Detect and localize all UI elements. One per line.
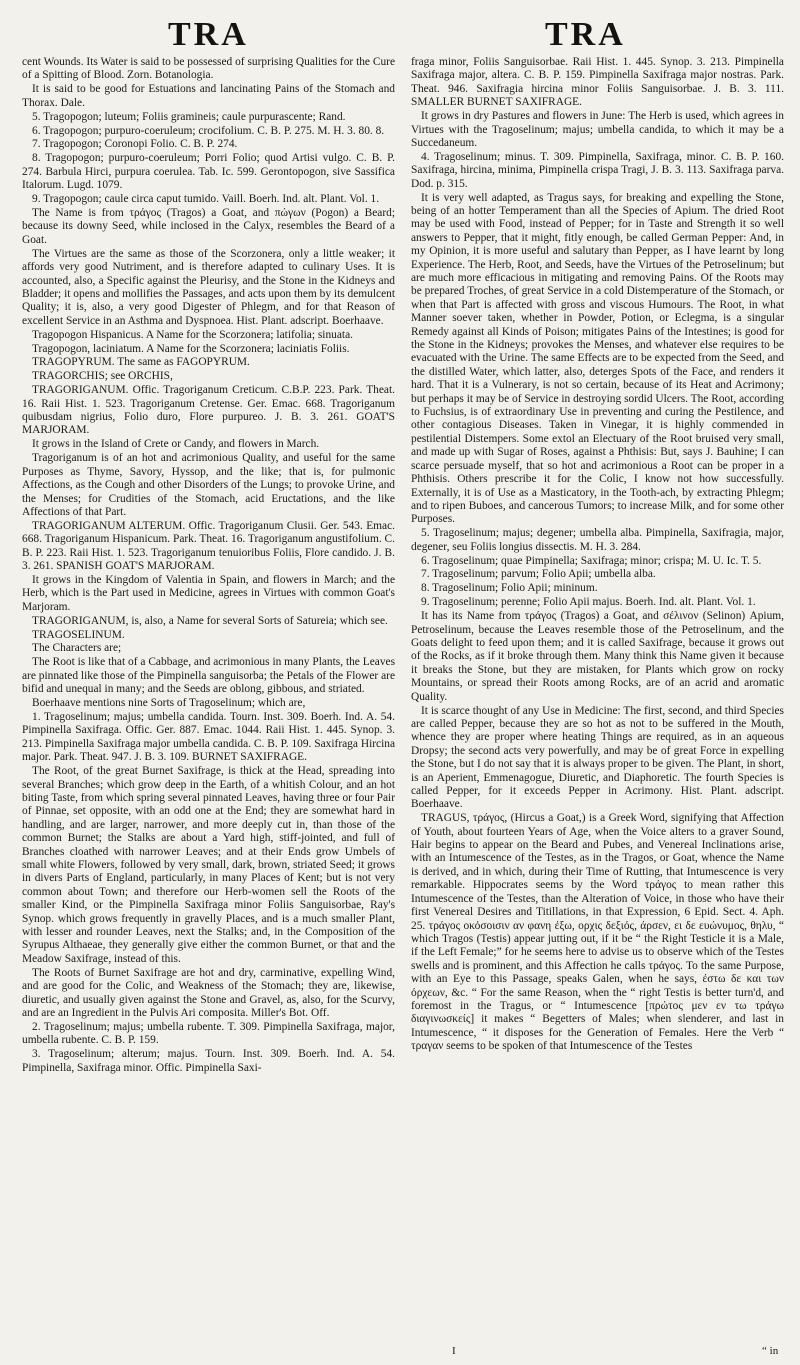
paragraph: 8. Tragoselinum; Folio Apii; mininum. [421, 582, 598, 595]
running-head-right: TRA [545, 16, 626, 53]
paragraph: 4. Tragoselinum; minus. T. 309. Pimpinella, Saxifraga, minor. C. B. P. 160. Saxifraga, hircina, minima, Pimpinella crispa Tragi, J. B. 3. 113. Saxifraga parva. Dod. p. 315. [411, 150, 784, 190]
paragraph: 7. Tragopogon; Coronopi Folio. C. B. P. 274. [32, 138, 238, 151]
paragraph: 5. Tragopogon; luteum; Foliis gramineis; caule purpurascente; Rand. [32, 110, 346, 123]
paragraph: 5. Tragoselinum; majus; degener; umbella alba. Pimpinella, Saxifragia, major, degener, seu Foliis longius dissectis. M. H. 3. 284. [411, 527, 784, 553]
left-column [22, 56, 395, 1349]
paragraph: It is said to be good for Estuations and lancinating Pains of the Stomach and Thorax. Dale. [22, 83, 395, 109]
catchword: “ in [762, 1345, 779, 1357]
paragraph: TRAGOSELINUM. [32, 628, 125, 641]
paragraph: Tragopogon Hispanicus. A Name for the Scorzonera; latifolia; sinuata. [32, 328, 353, 341]
paragraph: Tragoriganum is of an hot and acrimonious Quality, and useful for the same Purposes as Thyme, Savory, Hyssop, and the like; that is, for pulmonic Affections, as the Cough and other Disorders of the Lungs; to provoke Urine, and the Menses; for Crudities of the Stomach, acid Eructations, and the like Affections of that Part. [22, 452, 395, 518]
paragraph: The Name is from τράγος (Tragos) a Goat, and πώγων (Pogon) a Beard; because its downy Seed, while inclosed in the Calyx, resembles the Beard of a Goat. [22, 206, 395, 246]
paragraph: It grows in the Kingdom of Valentia in Spain, and flowers in March; and the Herb, which is the Part used in Medicine, agrees in Virtues with common Goat's Marjoram. [22, 573, 395, 613]
paragraph: 6. Tragoselinum; quae Pimpinella; Saxifraga; minor; crispa; M. U. Ic. T. 5. [421, 554, 762, 567]
paragraph: The Characters are; [32, 642, 122, 655]
running-heads [0, 18, 800, 52]
paragraph: TRAGOPYRUM. The same as FAGOPYRUM. [32, 356, 250, 369]
right-column [411, 56, 784, 1349]
paragraph: It grows in dry Pastures and flowers in June: The Herb is used, which agrees in Virtues with the Tragoselinum; majus; umbella candida, to which it may be a Succedaneum. [411, 110, 784, 149]
paragraph: 9. Tragopogon; caule circa caput tumido. Vaill. Boerh. Ind. alt. Plant. Vol. 1. [32, 193, 380, 206]
paragraph: It has its Name from τράγος (Tragos) a Goat, and σέλινον (Selinon) Apium, Petroselinum, because the Leaves resemble those of the Petroselinum, and the Goats delight to feed upon them; and it is called Saxifrage, because it grows out of the Rocks, as if it broke through them. Many think this Name given it because it breaks the Stone, but they are mistaken, for Plants which grow on rocky Mountains, or spread their Roots among Rocks, are of an acrid and aromatic Quality. [411, 610, 784, 703]
paragraph: Boerhaave mentions nine Sorts of Tragoselinum; which are, [32, 697, 306, 710]
paragraph: fraga minor, Foliis Sanguisorbae. Raii Hist. 1. 445. Synop. 3. 213. Pimpinella Saxifraga major, altera. C. B. P. 159. Pimpinella Saxifraga major nostras. Park. Theat. 946. Saxifragia hircina minor Foliis Sanguisorbae. J. B. 3. 111. SMALLER BURNET SAXIFRAGE. [411, 56, 784, 109]
running-head-left: TRA [168, 16, 249, 53]
paragraph: 6. Tragopogon; purpuro-coeruleum; crocifolium. C. B. P. 275. M. H. 3. 80. 8. [32, 124, 385, 137]
paragraph: TRAGORIGANUM ALTERUM. Offic. Tragoriganum Clusii. Ger. 543. Emac. 668. Tragoriganum Hispanicum. Park. Theat. 16. Tragoriganum angustifolium. C. B. P. 223. Raii Hist. 1. 523. Tragoriganum tenuioribus Foliis, Flore candido. J. B. 3. 261. SPANISH GOAT'S MARJORAM. [22, 519, 395, 573]
paragraph: It grows in the Island of Crete or Candy, and flowers in March. [32, 438, 320, 451]
paragraph: TRAGORIGANUM, is, also, a Name for several Sorts of Satureia; which see. [32, 614, 388, 627]
paragraph: cent Wounds. Its Water is said to be possessed of surprising Qualities for the Cure of a Spitting of Blood. Zorn. Botanologia. [22, 56, 395, 82]
paragraph: The Virtues are the same as those of the Scorzonera, only a little weaker; it affords very good Nutriment, and is therefore adapted to culinary Uses. It is accounted, also, a Specific against the Pleurisy, and the Stone in the Kidneys and Bladder; it opens and mollifies the Passages, and acts upon them by its demulcent Quality; it is, also, a very good Digester of Phlegm, and for that Reason of excellent Service in an Asthma and Dyspnoea. Hist. Plant. adscript. Boerhaave. [22, 247, 395, 327]
paragraph: 2. Tragoselinum; majus; umbella rubente. T. 309. Pimpinella Saxifraga, major, umbella rubente. C. B. P. 159. [22, 1020, 395, 1047]
text-columns [22, 56, 784, 1349]
signature-mark: I [452, 1345, 456, 1357]
paragraph: 1. Tragoselinum; majus; umbella candida. Tourn. Inst. 309. Boerh. Ind. A. 54. Pimpinella Saxifraga. Offic. Ger. 887. Emac. 1044. Raii Hist. 1. 445. Synop. 3. 213. Pimpinella Saxifraga major umbella candida. C. B. P. 109. Saxifraga Hircina major. Park. Theat. 947. J. B. 3. 109. BURNET SAXIFRAGE. [22, 711, 395, 764]
paragraph: The Roots of Burnet Saxifrage are hot and dry, carminative, expelling Wind, and are good for the Colic, and Weakness of the Stomach; they are, likewise, diuretic, and usually given against the Stone and Gravel, as, also, for the Scurvy, and are an Ingredient in the Pulvis Ari composita. Miller's Bot. Off. [22, 966, 395, 1019]
paragraph: TRAGUS, τράγος, (Hircus a Goat,) is a Greek Word, signifying that Affection of Youth, about fourteen Years of Age, when the Voice alters to a graver Sound, Hair begins to appear on the Beard and Pubes, and Venereal Inclinations arise, with an Intumescence of the Testes, as in the Tragos, or Goat, whence the Name is derived, and in which, during their Time of Rutting, that Intumescence is very remarkable. Hippocrates seems by the Word τράγος to mean rather this Intumescence of the Testes, than the Alteration of Voice, in those who have their first Venereal Desires and Titillations, in that Expression, 6 Epid. Sect. 4. Aph. 25. τράγος οκόσοισιν αν φανη έξω, ορχις δεξιός, άρσεν, ει δε ευώνυμος, θηλυ, “ which Tragos (Testis) appear jutting out, if it be “ the Right Testicle it is a Male, if the Left Female;” for he seems here to advise us to observe which of the Testes swells and is prominent, and this Affection he calls τράγος. To the same Purpose, with an Eye to this Passage, speaks Galen, when he says, έστω δε και των όρχεων, &c. “ For the same Reason, when the “ right Testis is better turn'd, and foremost in the Tragus, or “ Intumescence [πρώτος μεν εν τω τράγω διαγινωσκείς] it makes “ Begetters of Males; when slenderer, and last in Intumescence, “ it disposes for the Generation of Females. Here the Verb “ τραγαν seems to be spoken of that Intumescence of the Testes [411, 812, 784, 1053]
page-footer [0, 1345, 800, 1359]
paragraph: TRAGORIGANUM. Offic. Tragoriganum Creticum. C.B.P. 223. Park. Theat. 16. Raii Hist. 1. 523. Tragoriganum Cretense. Ger. Emac. 668. Tragoriganum quibusdam nigrius, Folio duro, Flore purpureo. J. B. 3. 261. GOAT'S MARJORAM. [22, 384, 395, 437]
paragraph: The Root, of the great Burnet Saxifrage, is thick at the Head, spreading into several Branches; which grow deep in the Earth, of a whitish Colour, and an hot biting Taste, from which spring several pinnated Leaves, having three or four Pair of Pinnae, set opposite, with an odd one at the End; they are somewhat hard in handling, and are larger, narrower, and more deeply cut in, than those of the common Burnet; the Stalks are about a Yard high, stiff-jointed, and full of Branches cloathed with narrower Leaves; and at their Ends grow Umbels of small white Flowers, followed by very small, dark, brown, striated Seed; it grows in divers Parts of England, particularly, in many Places of Kent; but is not very common about Town; and therefore our Herb-women sell the Roots of the smaller Kind, or the Pimpinella Saxifraga minor Foliis Sanguisorbae, Ray's Synop. which grows frequently in gravelly Places, and is a much smaller Plant, with lesser and rounder Leaves, next the Stalks; and, in the Composition of the Syrupus Althaeae, they generally give either the common Burnet, or that and the Meadow Saxifrage, instead of this. [22, 765, 395, 965]
paragraph: 7. Tragoselinum; parvum; Folio Apii; umbella alba. [421, 568, 656, 581]
paragraph: The Root is like that of a Cabbage, and acrimonious in many Plants, the Leaves are pinnated like those of the Pimpinella sanguisorba; the Petals of the Flower are bifid and unequal in many; and the Seeds are oblong, gibbous, and striated. [22, 656, 395, 696]
paragraph: 9. Tragoselinum; perenne; Folio Apii majus. Boerh. Ind. alt. Plant. Vol. 1. [421, 596, 756, 609]
paragraph: It is very well adapted, as Tragus says, for breaking and expelling the Stone, being of an hotter Temperament than all the Species of Apium. The dried Root may be used with Food, instead of Pepper; for in Taste and Strength it so well answers to Pepper, that it might, fitly enough, be called German Pepper: And, in my Opinion, it is more useful and salutary than Pepper, as I have learnt by long Experience. The Herb, Root, and Seeds, have the Virtues of the Petroselinum; but are much more efficacious in mitigating and removing Pains. Of the Roots may be prepared Troches, of great Service in a cold Distemperature of the Stomach, or when that Part is affected with gross and viscous Humours. The Root, in what Manner soever taken, whether in Powder, Potion, or Eclegma, is a singular Remedy against all Kinds of Poison; mitigates Pains of the Intestines; is good for the Stone in the Kidneys; provokes the Menses, and whatever else requires to be evacuated with the Urine. The same Effects are to be expected from the Seed, and the distilled Water, which latter, also, deterges Spots of the Face, and renders it hard. That it is a Vulnerary, is not so certain, because of its Heat and Acrimony; but perhaps it may be of Service in destroying sordid Ulcers. The Root, according to Fuchsius, is of extraordinary Use in preventing and curing the Pestilence, and other contagious Diseases. Taken in Vinegar, it is highly commended in pestilential Distempers. Some extol an Electuary of the Root bruised very small, and made up with Sugar of Roses, against a Phthisis: But, says J. Bauhine; I can scarce persuade myself, that so hot and acrimonious a Root can be proper in a Phthisis. Others prescribe it for the Colic, I know not how successfully. Externally, it is of Use as a Masticatory, in the Tooth-ach, by extracting Phlegm; and to ripen Buboes, and cancerous Tumors; to increase Milk, and for some other Purposes. [411, 191, 784, 526]
paragraph: 8. Tragopogon; purpuro-coeruleum; Porri Folio; quod Artisi vulgo. C. B. P. 274. Barbula Hirci, purpura coerulea. Tab. Ic. 599. Gerontopogon, sive Sassifica Italorum. Lugd. 1079. [22, 152, 395, 192]
paragraph: It is scarce thought of any Use in Medicine: The first, second, and third Species are called Pepper, because they are so hot as not to be suffered in the Mouth, whence they are proper where heating Things are required, as in an aqueous Dropsy; the second acts very powerfully, and may be of great Force in expelling the Stone, but I do not say that it is always proper to be given. The Plant, in short, is an Aperient, Emmenagogue, Diuretic, and Diaphoretic. The fourth Species is called Pepper, for it exceeds Pepper in Acrimony. Hist. Plant. adscript. Boerhaave. [411, 704, 784, 811]
paragraph: Tragopogon, laciniatum. A Name for the Scorzonera; laciniatis Foliis. [32, 342, 350, 355]
paragraph: 3. Tragoselinum; alterum; majus. Tourn. Inst. 309. Boerh. Ind. A. 54. Pimpinella, Saxifraga minor. Offic. Pimpinella Saxi- [22, 1048, 395, 1074]
paragraph: TRAGORCHIS; see ORCHIS, [32, 370, 173, 383]
